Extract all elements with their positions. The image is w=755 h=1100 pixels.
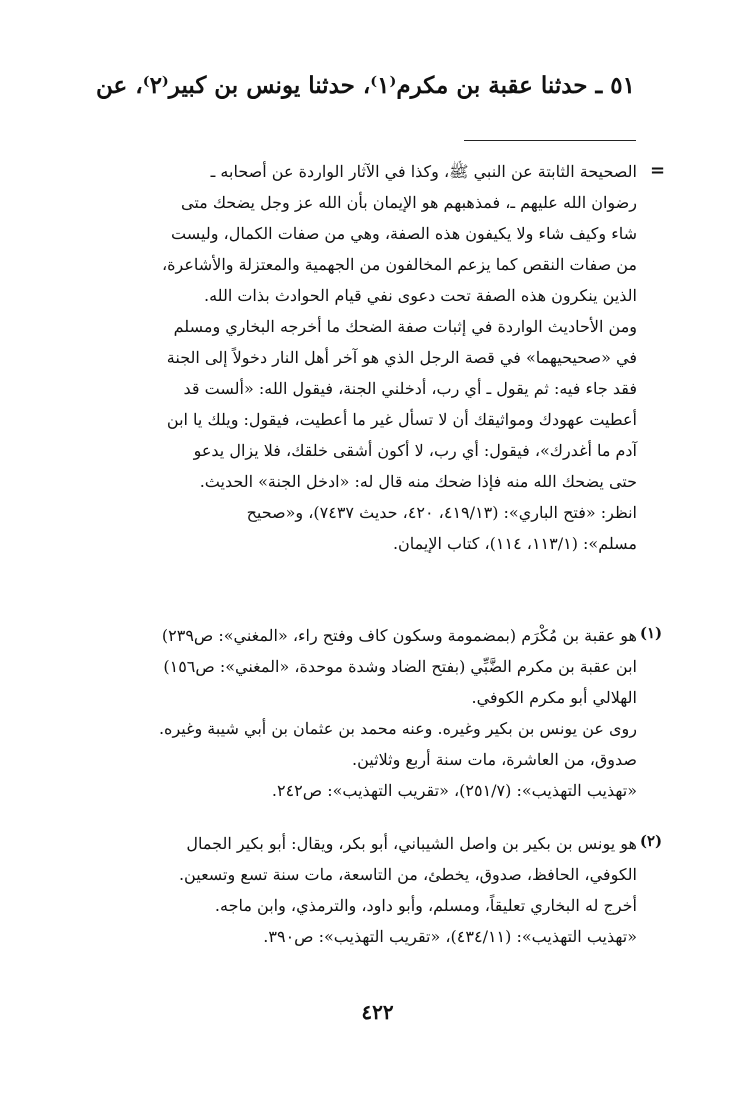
continuation-mark: = bbox=[650, 160, 666, 181]
footnote-line: الكوفي، الحافظ، صدوق، يخطئ، من التاسعة، مات سنة تسع وتسعين. bbox=[178, 865, 637, 884]
footnote-2 bbox=[117, 828, 637, 952]
footnote-line: روى عن يونس بن بكير وغيره. وعنه محمد بن عثمان بن أبي شيبة وغيره. bbox=[158, 719, 637, 738]
hadith-chain-line: ٥١ ـ حدثنا عقبة بن مكرم⁽١⁾، حدثنا يونس بن كبير⁽٢⁾، عن bbox=[96, 72, 635, 99]
commentary-line: حتى يضحك الله منه فإذا ضحك منه قال له: «ادخل الجنة» الحديث. bbox=[199, 472, 637, 491]
commentary-line: مسلم»: (١١٣/١، ١١٤)، كتاب الإيمان. bbox=[392, 534, 637, 553]
commentary-line: فقد جاء فيه: ثم يقول ـ أي رب، أدخلني الجنة، فيقول الله: «ألست قد bbox=[183, 379, 637, 398]
footnote-1 bbox=[117, 620, 637, 806]
commentary-line: أعطيت عهودك ومواثيقك أن لا تسأل غير ما أعطيت، فيقول: ويلك يا ابن bbox=[166, 410, 637, 429]
footnote-line: صدوق، من العاشرة، مات سنة أربع وثلاثين. bbox=[352, 750, 637, 769]
commentary-line: الذين ينكرون هذه الصفة تحت دعوى نفي قيام الحوادث بذات الله. bbox=[204, 286, 637, 305]
commentary-line: في «صحيحيهما» في قصة الرجل الذي هو آخر أهل النار دخولاً إلى الجنة bbox=[166, 348, 637, 367]
commentary-line: رضوان الله عليهم ـ، فمذهبهم هو الإيمان بأن الله عز وجل يضحك متى bbox=[181, 193, 637, 212]
page-number: ٤٢٢ bbox=[361, 1000, 394, 1024]
footnote-line: «تهذيب التهذيب»: (٤٣٤/١١)، «تقريب التهذيب»: ص٣٩٠. bbox=[263, 927, 637, 946]
commentary-line: آدم ما أغدرك»، فيقول: أي رب، لا أكون أشقى خلقك، فلا يزال يدعو bbox=[193, 441, 637, 460]
commentary-line: ومن الأحاديث الواردة في إثبات صفة الضحك ما أخرجه البخاري ومسلم bbox=[173, 317, 637, 336]
footnote-line: هو عقبة بن مُكْرَم (بمضمومة وسكون كاف وفتح راء، «المغني»: ص٢٣٩) bbox=[161, 626, 637, 645]
commentary-line: شاء وكيف شاء ولا يكيفون هذه الصفة، وهي من صفات الكمال، وليست bbox=[171, 224, 637, 243]
commentary-line: من صفات النقص كما يزعم المخالفون من الجهمية والمعتزلة والأشاعرة، bbox=[161, 255, 637, 274]
commentary-block bbox=[117, 156, 637, 559]
footnote-2-number: (٢) bbox=[639, 832, 663, 850]
footnote-line: الهلالي أبو مكرم الكوفي. bbox=[471, 688, 637, 707]
footnote-line: «تهذيب التهذيب»: (٢٥١/٧)، «تقريب التهذيب»: ص٢٤٢. bbox=[271, 781, 637, 800]
commentary-line: انظر: «فتح الباري»: (٤١٩/١٣، ٤٢٠، حديث ٧٤٣٧)، و«صحيح bbox=[246, 503, 637, 522]
commentary-line: الصحيحة الثابتة عن النبي ﷺ، وكذا في الآثار الواردة عن أصحابه ـ bbox=[210, 162, 637, 181]
footnote-line: ابن عقبة بن مكرم الضَّبِّي (بفتح الضاد وشدة موحدة، «المغني»: ص١٥٦) bbox=[163, 657, 637, 676]
footnote-line: أخرج له البخاري تعليقاً، ومسلم، وأبو داود، والترمذي، وابن ماجه. bbox=[214, 896, 637, 915]
footnote-1-number: (١) bbox=[639, 624, 663, 642]
footnote-separator bbox=[464, 140, 636, 141]
footnote-line: هو يونس بن بكير بن واصل الشيباني، أبو بكر، ويقال: أبو بكير الجمال bbox=[186, 834, 637, 853]
